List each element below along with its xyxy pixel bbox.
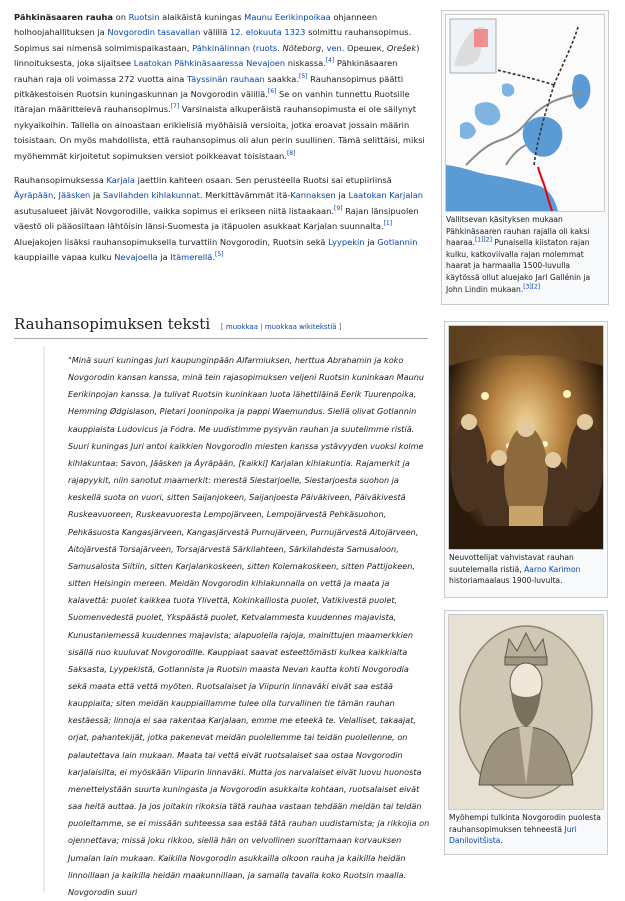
text-run: Rajan länsipuolen väestö oli pääosiltaan lähtöisin länsi-Suomesta ja itäpuolen asukkaat Karjalan suunnalta. bbox=[14, 205, 419, 232]
text-run: solmittu rauhansopimus. Sopimus sai nimensä solmimispaikastaan, bbox=[14, 27, 412, 53]
wiki-link[interactable]: Maunu Eerikinpoikaa bbox=[244, 12, 331, 22]
bold-term: Pähkinäsaaren rauha bbox=[14, 12, 113, 22]
wiki-link[interactable]: Aarno Karimon bbox=[524, 564, 581, 574]
painting-image[interactable] bbox=[448, 325, 604, 550]
wiki-link[interactable]: Jääsken bbox=[58, 190, 91, 201]
portrait-image[interactable] bbox=[448, 614, 604, 810]
section-edit-links bbox=[221, 323, 342, 331]
juri-portrait bbox=[449, 615, 603, 809]
text-run: Vallitsevan käsityksen mukaan Pähkinäsaaren rauhan rajalla oli kaksi haaraa. bbox=[446, 215, 590, 248]
map-caption bbox=[442, 212, 608, 298]
text-run: ja bbox=[90, 190, 103, 201]
wiki-link[interactable]: Lyypekin bbox=[328, 236, 365, 247]
treaty-quote: "Minä suuri kuningas Juri kaupunginpään Alfarmiuksen, herttua Abrahamin ja koko Novgorodin kansan kanssa, minä tein rajasopimuksen veljeni Ruotsin kuninkaan Maunu Eerikinpojan kanssa. Ja tulivat Ruotsin kuninkaan luota lähettiläinä Eerik Tuurenpoika, Hemming Ødgislason, Pietari Jooninpoika ja pappi Waemundus. Siellä olivat Gotlannin kauppiaista Ludovicus ja Fodra. Me uudistimme pysyvän rauhan ja suutelimme ristiä. Suuri kuningas Juri antoi kaikkien Novgorodin miesten kanssa ystävyyden vuoksi kolme kihlakuntaa: Savon, Jääsken ja Äyräpään, [kaikki] Karjalan kihlakuntia. Rajamerkit ja rajapyykit, niin sanotut maamerkit: merestä Siestarjoelle, Siestarjoesta suohon ja keskellä suota on vuori, sitten Saijanjokeen, Saijanjoesta Päiväkiveen, Päiväkivestä Ruskeavuoreen, Ruskeavuoresta Lempojärveen, Lempojärvestä Pehkäsuohon, Pehkäsuosta Kangasjärveen, Kangasjärvestä Purnujärveen, Purnujärvestä Aitojärveen, Aitojärvestä Torsajärveen, Torsajärvestä Särkilahteen, Särkilahdesta Samusaloon, Samusalosta Siitiin, sitten Karjalankoskeen, sitten Kolemakoskeen, sitten Pattijokeen, sitten Helsingin mereen. Meidän Novgorodin kihlakunnalla on vettä ja maata ja kalavettä: puolet kaikkea tuota Ylivettä, Kokinkalliosta puolet, Vatikivestä puolet, Suomenvedestä puolet, Ykspäästä puolet, Ketvalammesta kuudennes majavista, Kunustaniemessä kuudennes majavista; alapuolella rajoja, mainittujen maamerkkien sisällä nuo kuuluvat Novgorodille. Kauppiaat saavat esteettömästi kulkea kaikkialta Saksasta, Lyypekistä, Gotlannista ja Ruotsin maasta Nevan kautta kohti Novgorodia sekä maata että vettä myöten. Ruotsalaiset ja Viipurin linnaväki eivät saa estää kauppiaita; siten meidän kauppiaillamme tulee olla turvallinen tie tämän rauhan kestäessä; linnoja ei saa rakentaa Karjalaan, emme me eteekä te. Velalliset, takaajat, orjat, pahantekijät, jotka pakenevat meidän puolellemme tai teidän puolellenne, on palautettava lain mukaan. Maata tai vettä eivät ruotsalaiset saa ostaa Novgorodin karjalaisilta, ei myöskään Viipurin linnaväki. Mutta jos narvalaiset eivät luovu huonosta menettelystään suurta kuningasta ja Novgorodin asukkaita kohtaan, ruotsalaiset eivät saa heitä auttaa. Ja jos joitakin rikoksia tätä rauhaa vastaan tehdään meidän tai teidän puoleltamme, se ei missään suhteessa saa estää tätä rauhan uudistamista; ja rikkojia on ojennettava; missä joku rikkoo, siellä hän on velvollinen suorittamaan korvauksen Jumalan lain mukaan. Kaikilla Novgorodin asukkailla olkoon rauha ja kaikilla heidän linnoillaan ja kaikilla heidän maakunnillaan, ja samalla tavalla koko Ruotsin maalla. Novgorodin suuri bbox=[68, 355, 430, 897]
text-run: . bbox=[500, 836, 503, 846]
text-run: , bbox=[53, 190, 59, 201]
text-run: on bbox=[112, 12, 129, 22]
text-run: Punaisella kiistaton rajan kulku, katkoviivalla rajan molemmat haarat ja harmaalla 1500-luvulla käytössä ollut aluejako Jarl Gallénin ja John Lindin mukaan. bbox=[446, 238, 591, 294]
edit-source-link[interactable]: muokkaa wikitekstiä bbox=[264, 323, 337, 331]
text-run: niskassa. bbox=[285, 58, 326, 69]
wiki-link[interactable]: Novgorodin tasavallan bbox=[107, 27, 201, 38]
wiki-link[interactable]: Laatokan Pähkinäsaaressa bbox=[133, 58, 244, 69]
text-run: Aluejakojen lisäksi rauhansopimuksella turvattiin Novgorodin, Ruotsin sekä bbox=[14, 236, 329, 247]
footnote-ref[interactable]: [5] bbox=[299, 72, 308, 80]
text-run: Varsinaista alkuperäistä rauhansopimusta ei ole säilynyt nykyaikoihin. Tallella on ainoastaan erikielisiä myöhäisiä versioita, jotka eroavat jossain määrin toisistaan. On myös mahdollista, että rauhansopimus oli alun perin suullinen. Tämä selittäisi, miksi myöhemmät kirjoitetut sopimuksen versiot poikkeavat toisistaan. bbox=[14, 104, 425, 161]
text-run: kauppiaille vapaa kulku bbox=[14, 252, 115, 263]
portrait-caption bbox=[445, 810, 607, 850]
text-run: ja bbox=[157, 252, 171, 263]
text-run: . Merkittävämmät itä- bbox=[199, 190, 291, 201]
text-run: saakka. bbox=[264, 73, 300, 84]
lead-paragraph-1 bbox=[14, 10, 426, 164]
edit-link[interactable]: muokkaa bbox=[225, 323, 258, 331]
portrait-thumbnail bbox=[444, 610, 608, 855]
wiki-link[interactable]: Laatokan Karjalan bbox=[348, 190, 424, 201]
text-run: Myöhempi tulkinta Novgorodin puolesta rauhansopimuksen tehneestä bbox=[449, 813, 601, 834]
text-run: ) linnoituksesta, joka sijaitsee bbox=[14, 42, 420, 69]
wiki-link[interactable]: Itämerellä bbox=[170, 252, 213, 263]
footnote-ref[interactable]: [3][2] bbox=[523, 283, 541, 291]
wiki-link[interactable]: Pähkinälinnan bbox=[192, 42, 251, 53]
wiki-link[interactable]: 1323 bbox=[284, 27, 306, 38]
footnote-ref[interactable]: [6] bbox=[267, 88, 277, 96]
wiki-link[interactable]: Juri Danilovitšista bbox=[449, 824, 577, 846]
wiki-link[interactable]: Täyssinän rauhaan bbox=[186, 73, 265, 84]
wiki-link[interactable]: Gotlannin bbox=[377, 236, 418, 247]
italic-term: Orešek bbox=[386, 42, 417, 53]
painting-caption bbox=[445, 550, 607, 590]
text-run: . bbox=[212, 252, 216, 263]
text-run: ja bbox=[364, 236, 378, 247]
map-image[interactable] bbox=[445, 14, 605, 212]
text-run: välillä bbox=[200, 27, 230, 38]
section-title: Rauhansopimuksen teksti bbox=[14, 315, 211, 333]
wiki-link[interactable]: Karjala bbox=[106, 175, 136, 186]
footnote-ref[interactable]: [1] bbox=[383, 220, 393, 228]
text-run: Neuvottelijat vahvistavat rauhan suutelemalla ristiä, bbox=[449, 553, 574, 574]
text-run: ja bbox=[335, 190, 349, 201]
footnote-ref[interactable]: [7] bbox=[170, 103, 180, 111]
footnote-ref[interactable]: [8] bbox=[286, 149, 296, 157]
footnote-ref[interactable]: [9] bbox=[334, 205, 343, 213]
treaty-painting bbox=[449, 326, 603, 549]
footnote-ref[interactable]: [1][2] bbox=[474, 236, 492, 244]
footnote-ref[interactable]: [4] bbox=[325, 57, 335, 65]
text-run: , bbox=[321, 42, 327, 53]
wiki-link[interactable]: Savilahden kihlakunnat bbox=[102, 190, 200, 201]
edit-bracket-close: ] bbox=[338, 323, 342, 331]
text-run: alaikäistä kuningas bbox=[159, 12, 245, 22]
painting-thumbnail bbox=[444, 321, 608, 598]
text-run: ohjanneen holhoojahallituksen ja bbox=[14, 12, 378, 38]
section-heading bbox=[14, 313, 428, 339]
border-map bbox=[446, 15, 604, 211]
quote-border bbox=[43, 346, 45, 892]
wiki-link[interactable]: Äyräpään bbox=[14, 190, 54, 201]
footnote-ref[interactable]: [5] bbox=[215, 251, 224, 259]
text-run: Орешек, bbox=[344, 42, 387, 53]
edit-separator: | bbox=[260, 323, 265, 331]
wiki-link[interactable]: ven. bbox=[326, 42, 345, 53]
text-run: Rauhansopimuksessa bbox=[14, 175, 107, 186]
text-run: historiamaalaus 1900-luvulta. bbox=[449, 576, 563, 586]
edit-bracket-open: [ bbox=[220, 323, 226, 331]
map-thumbnail bbox=[441, 10, 609, 305]
wiki-link[interactable]: ruots. bbox=[255, 42, 280, 53]
text-run: Pähkinäsaaren rauhan raja oli voimassa 272 vuotta aina bbox=[14, 58, 398, 84]
text-run: Se on vanhin tunnettu Ruotsille itärajan määrittelevä rauhansopimus. bbox=[14, 89, 410, 115]
wiki-link[interactable]: Nevajoen bbox=[246, 58, 286, 69]
wiki-link[interactable]: Ruotsin bbox=[128, 12, 160, 22]
text-run: ( bbox=[250, 42, 256, 53]
text-run: asutusalueet jäivät Novgorodille, vaikka sopimus ei erikseen niitä listaakaan. bbox=[14, 205, 335, 216]
wiki-link[interactable]: 12. elokuuta bbox=[229, 27, 282, 38]
lead-paragraph-2 bbox=[14, 173, 426, 265]
text-run: Rauhansopimus päätti pitkäkestoisen Ruotsin kuningaskunnan ja Novgorodin välillä. bbox=[14, 73, 404, 100]
wiki-link[interactable]: Nevajoella bbox=[114, 252, 158, 263]
italic-term: Nöteborg bbox=[282, 42, 322, 53]
wiki-link[interactable]: Kannaksen bbox=[290, 190, 336, 201]
text-run: jaettiin kahteen osaan. Sen perusteella Ruotsi sai etupiiriinsä bbox=[135, 175, 392, 186]
article-lead bbox=[14, 10, 426, 275]
